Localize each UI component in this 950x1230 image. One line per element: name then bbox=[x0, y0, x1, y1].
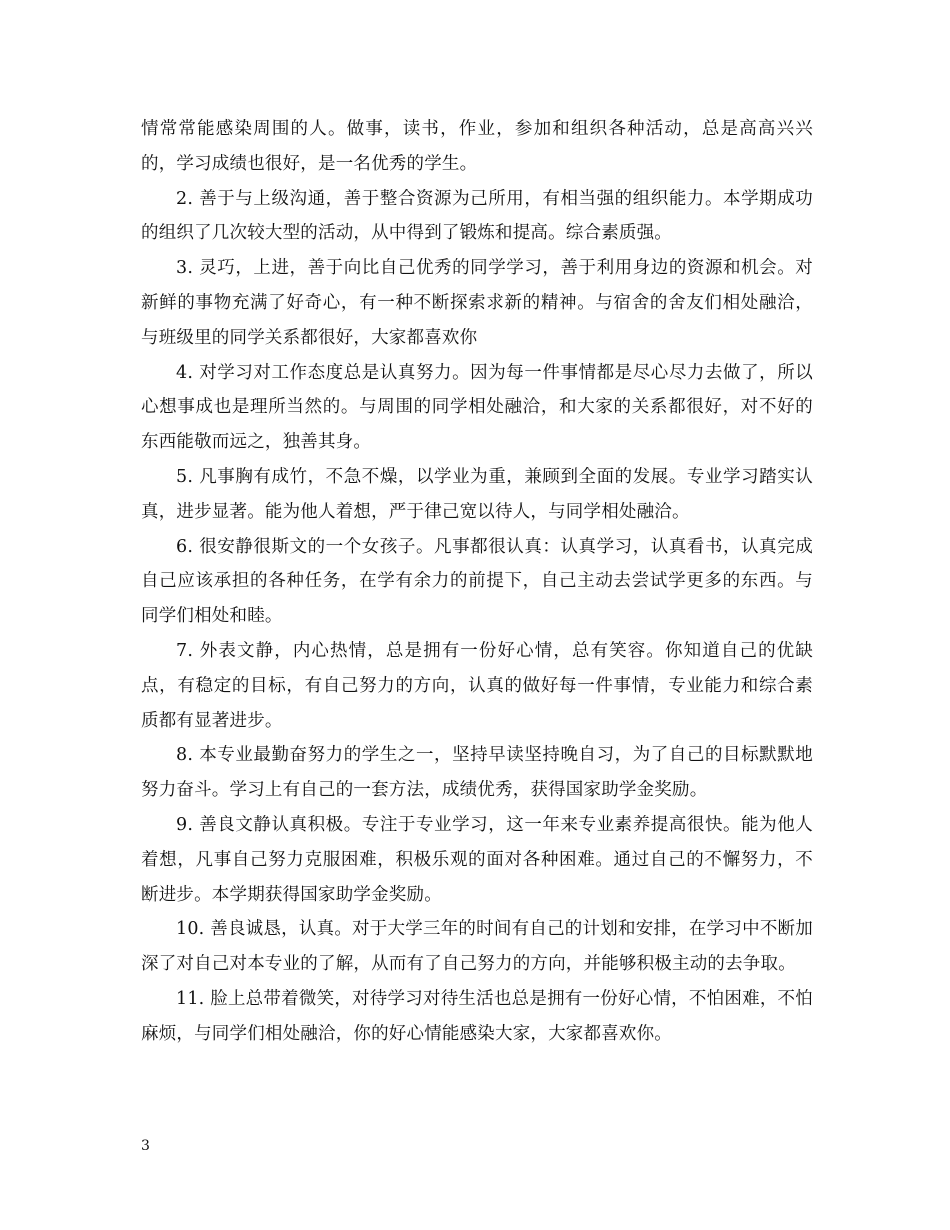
paragraph-item-10: 10. 善良诚恳，认真。对于大学三年的时间有自己的计划和安排，在学习中不断加深了对自己对本专业的了解，从而有了自己努力的方向，并能够积极主动的去争取。 bbox=[141, 919, 813, 975]
paragraph-item-3: 3. 灵巧，上进，善于向比自己优秀的同学学习，善于利用身边的资源和机会。对新鲜的事物充满了好奇心，有一种不断探索求新的精神。与宿舍的舍友们相处融洽，与班级里的同学关系都很好，大家都喜欢你 bbox=[141, 258, 813, 348]
paragraph-item-2: 2. 善于与上级沟通，善于整合资源为己所用，有相当强的组织能力。本学期成功的组织了几次较大型的活动，从中得到了锻炼和提高。综合素质强。 bbox=[141, 188, 813, 244]
paragraph-item-8: 8. 本专业最勤奋努力的学生之一，坚持早读坚持晚自习，为了自己的目标默默地努力奋斗。学习上有自己的一套方法，成绩优秀，获得国家助学金奖励。 bbox=[141, 745, 813, 801]
paragraph-item-4: 4. 对学习对工作态度总是认真努力。因为每一件事情都是尽心尽力去做了，所以心想事成也是理所当然的。与周围的同学相处融洽，和大家的关系都很好，对不好的东西能敬而远之，独善其身。 bbox=[141, 362, 813, 453]
page-number: 3 bbox=[141, 1138, 150, 1154]
paragraph-item-5: 5. 凡事胸有成竹，不急不燥，以学业为重，兼顾到全面的发展。专业学习踏实认真，进步显著。能为他人着想，严于律己宽以待人，与同学相处融洽。 bbox=[141, 466, 813, 522]
paragraph-item-6: 6. 很安静很斯文的一个女孩子。凡事都很认真：认真学习，认真看书，认真完成自己应该承担的各种任务，在学有余力的前提下，自己主动去尝试学更多的东西。与同学们相处和睦。 bbox=[141, 536, 813, 627]
document-body bbox=[141, 112, 813, 1052]
paragraph-item-9: 9. 善良文静认真积极。专注于专业学习，这一年来专业素养提高很快。能为他人着想，凡事自己努力克服困难，积极乐观的面对各种困难。通过自己的不懈努力，不断进步。本学期获得国家助学金奖励。 bbox=[141, 814, 813, 905]
paragraph-continuation: 情常常能感染周围的人。做事，读书，作业，参加和组织各种活动，总是高高兴兴的，学习成绩也很好，是一名优秀的学生。 bbox=[141, 119, 813, 174]
paragraph-item-7: 7. 外表文静，内心热情，总是拥有一份好心情，总有笑容。你知道自己的优缺点，有稳定的目标，有自己努力的方向，认真的做好每一件事情，专业能力和综合素质都有显著进步。 bbox=[141, 640, 813, 731]
paragraph-item-11: 11. 脸上总带着微笑，对待学习对待生活也总是拥有一份好心情，不怕困难，不怕麻烦，与同学们相处融洽，你的好心情能感染大家，大家都喜欢你。 bbox=[141, 988, 813, 1044]
